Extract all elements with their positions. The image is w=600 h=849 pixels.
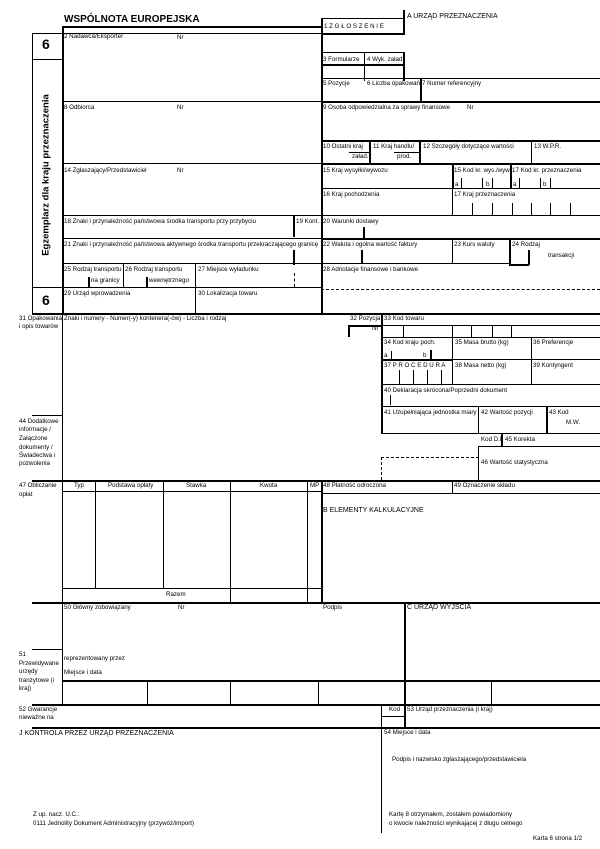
rule	[404, 602, 406, 704]
rule	[361, 250, 363, 264]
field-41-label: 41 Uzupełniająca jednostka miary	[384, 409, 477, 416]
copy8-received-line1: Kartę 8 otrzymałem, zostałem powiadomiony	[389, 811, 513, 818]
field-32-nr: Nr	[372, 325, 379, 332]
field-16-label: 16 Kraj pochodzenia	[323, 191, 380, 198]
rule	[419, 140, 421, 164]
rule	[364, 52, 365, 81]
rule	[531, 203, 532, 215]
rule	[519, 178, 520, 188]
customs-authority-label: Z up. nacz. U.C.:	[33, 811, 80, 818]
section-c-title: C URZĄD WYJŚCIA	[407, 604, 472, 611]
copy8-received-line2: o kwocie należności wynikającej z długu celnego	[389, 820, 523, 827]
mark-a: a	[455, 181, 459, 188]
field-43-label: 43 Kod	[549, 409, 569, 416]
rule	[321, 18, 404, 19]
field-14-nr: Nr	[177, 167, 184, 174]
rule	[32, 649, 62, 650]
field-33-label: 33 Kod towaru	[384, 315, 424, 322]
field-12-label: 12 Szczegóły dotyczące wartości	[423, 143, 514, 150]
rule	[369, 140, 371, 164]
kod-label: Kod	[389, 706, 401, 713]
rule	[123, 263, 124, 288]
rule	[195, 263, 196, 314]
rule	[413, 370, 414, 384]
rule	[381, 433, 600, 434]
field-26-label: 26 Rodzaj transportu	[125, 266, 183, 273]
rule	[32, 33, 62, 34]
field-53-label: 53 Urząd przeznaczenia (i kraj)	[407, 706, 493, 713]
field-10-sub: załad.	[352, 153, 369, 160]
rule	[472, 203, 473, 215]
rule	[452, 480, 453, 494]
rule	[478, 406, 479, 433]
field-4-label: 4 Wyk. załad.	[367, 56, 405, 63]
field-52-label: 52 Gwarancje	[19, 706, 58, 713]
rule	[482, 178, 483, 188]
rule	[452, 188, 453, 215]
rule	[321, 64, 405, 66]
field-9-nr: Nr	[467, 104, 474, 111]
rule	[88, 277, 90, 287]
rule	[321, 493, 600, 494]
rule	[391, 351, 392, 359]
rule	[381, 457, 479, 458]
rule	[512, 203, 513, 215]
razem-label: Razem	[166, 591, 186, 598]
principal-field[interactable]	[64, 613, 402, 653]
field-31-sub: i opis towarów	[19, 323, 59, 330]
field-43-sub: M.W.	[566, 419, 581, 426]
rule	[62, 680, 600, 682]
rule	[492, 325, 493, 337]
field-45-label: 45 Korekta	[505, 436, 535, 443]
rule	[452, 325, 453, 337]
document-name: 0111 Jednolity Dokument Administracyjny (przywóz/import)	[33, 820, 195, 827]
rule	[381, 325, 600, 326]
section-a-title: A URZĄD PRZEZNACZENIA	[407, 13, 498, 20]
field-17a-label: 17 Kod kr. przeznaczenia	[512, 167, 582, 174]
rule	[62, 215, 322, 216]
field-54-label: 54 Miejsce i data	[384, 729, 431, 736]
rule	[570, 203, 571, 215]
field-31-desc: Znaki i numery - Numer(-y) kontenera(-ów) - Liczba i rodzaj	[64, 315, 227, 322]
rule	[478, 446, 600, 447]
mark-b: b	[423, 352, 427, 359]
mark-a: a	[513, 181, 517, 188]
rule	[546, 406, 548, 434]
represented-by-label: reprezentowany przez	[64, 655, 125, 662]
rule	[321, 52, 405, 53]
rule	[32, 704, 600, 706]
rule	[318, 680, 319, 704]
field-23-label: 23 Kurs waluty	[454, 241, 495, 248]
declarant-field[interactable]	[64, 175, 319, 214]
form-title: WSPÓLNOTA EUROPEJSKA	[64, 14, 200, 25]
rule	[146, 277, 148, 287]
field-1-label: 1 Z G Ł O S Z E N I E	[324, 23, 384, 30]
field-11-label: 11 Kraj handlu/	[373, 143, 415, 150]
field-24-sub: transakcji	[548, 252, 575, 259]
col-typ: Typ	[74, 482, 84, 489]
rule	[441, 370, 442, 384]
section-b-title: B ELEMENTY KALKULACYJNE	[323, 507, 424, 514]
field-18-label: 18 Znaki i przynależność państwowa środka transportu przy przybyciu	[64, 218, 256, 225]
rule	[321, 163, 600, 165]
field-15-label: 15 Kraj wysyłki/wywozu	[323, 167, 388, 174]
rule	[478, 446, 479, 480]
field-30-label: 30 Lokalizacja towaru	[198, 290, 258, 297]
rule	[62, 313, 63, 480]
rule	[321, 101, 600, 103]
rule	[321, 289, 600, 290]
field-52-sub: nieważne na	[19, 714, 54, 721]
field-51-line4: tranzytowe (i	[19, 677, 55, 684]
field-22-label: 22 Waluta i ogólna wartość faktury	[323, 241, 418, 248]
rule	[399, 370, 400, 384]
field-29-label: 29 Urząd wprowadzenia	[64, 290, 131, 297]
reference-number-field[interactable]	[423, 88, 598, 100]
tax-calculation-table[interactable]	[64, 498, 306, 587]
declarant-signature-label: Podpis i nazwisko zgłaszającego/przedstawiciela	[392, 756, 527, 763]
copy-number: 6	[42, 36, 50, 52]
rule	[511, 325, 512, 337]
rule	[321, 238, 600, 240]
mark-a: a	[384, 352, 388, 359]
header-rule	[62, 26, 322, 28]
rule	[492, 178, 493, 188]
field-3-label: 3 Formularze	[323, 56, 360, 63]
rule	[321, 188, 600, 189]
place-date-signature-field[interactable]	[384, 740, 598, 800]
mark-b: b	[486, 181, 490, 188]
rule	[390, 395, 391, 405]
field-44-line1: 44 Dodatkowe	[19, 418, 59, 425]
col-stawka: Stawka	[186, 482, 207, 489]
field-39-label: 39 Kontyngent	[533, 362, 573, 369]
rule	[321, 140, 600, 142]
field-13-label: 13 W.P.R.	[534, 143, 562, 150]
consignee-field[interactable]	[64, 112, 319, 162]
col-podstawa: Podstawa opłaty	[108, 482, 154, 489]
rule	[62, 491, 321, 492]
field-9-label: 9 Osoba odpowiedzialna za sprawy finansowe	[323, 104, 450, 111]
vertical-copy-label: Egzemplarz dla kraju przeznaczenia	[40, 94, 52, 256]
field-47-sub: opłat	[19, 491, 33, 498]
field-17-label: 17 Kraj przeznaczenia	[454, 191, 516, 198]
place-date-label: Miejsce i data	[64, 669, 102, 676]
rule	[381, 337, 600, 338]
rule	[492, 203, 493, 215]
kod-di-label: Kod D.I.	[481, 436, 504, 443]
field-19-label: 19 Kont.	[296, 218, 320, 225]
rule	[381, 359, 600, 360]
rule	[471, 325, 472, 337]
field-6-label: 6 Liczba opakowań	[367, 80, 420, 87]
field-35-label: 35 Masa brutto (kg)	[455, 339, 509, 346]
field-14-label: 14 Zgłaszający/Przedstawiciel	[64, 167, 147, 174]
rule	[62, 287, 322, 288]
field-51-line5: kraj)	[19, 685, 32, 692]
rule	[550, 203, 551, 215]
rule	[32, 59, 62, 60]
field-11-sub: prod.	[397, 153, 412, 160]
section-j-title: J KONTROLA PRZEZ URZĄD PRZEZNACZENIA	[19, 730, 174, 737]
rule	[452, 337, 453, 385]
rule	[509, 264, 529, 266]
field-50-label: 50 Główny zobowiązany	[64, 604, 131, 611]
rule	[531, 337, 532, 385]
office-of-departure-field[interactable]	[407, 614, 598, 678]
field-8-label: 8 Odbiorca	[64, 104, 95, 111]
field-2-label: 2 Nadawca/Eksporter	[64, 33, 124, 40]
field-25-sub: na granicy	[91, 277, 120, 284]
field-44-line5: Świadectwa i	[19, 452, 56, 459]
rule	[461, 178, 462, 188]
field-5-label: 5 Pozycje	[323, 80, 350, 87]
field-36-label: 36 Preferencje	[533, 339, 574, 346]
rule	[62, 602, 63, 704]
rule	[62, 163, 322, 164]
col-kwota: Kwota	[260, 482, 278, 489]
rule	[531, 140, 532, 164]
field-32-label: 32 Pozycja	[350, 315, 381, 322]
rule	[509, 238, 511, 265]
field-28-label: 28 Adnotacje finansowe i bankowe	[323, 266, 418, 273]
copy-number-bottom: 6	[42, 292, 50, 308]
field-26-sub: wewnętrznego	[149, 277, 189, 284]
mark-b: b	[543, 181, 547, 188]
field-34-label: 34 Kod kraju poch.	[384, 339, 436, 346]
field-40-label: 40 Deklaracja skrócona/Poprzedni dokument	[384, 387, 508, 394]
rule	[381, 704, 382, 728]
field-49-label: 49 Oznaczenie składu	[454, 482, 515, 489]
field-51-line3: urzędy	[19, 668, 38, 675]
field-42-label: 42 Wartość pozycji	[481, 409, 533, 416]
rule	[62, 588, 321, 589]
field-7-label: 7 Numer referencyjny	[422, 80, 482, 87]
rule	[427, 370, 428, 384]
rule	[381, 359, 383, 373]
rule	[321, 78, 600, 79]
rule	[62, 480, 63, 602]
field-24-label: 24 Rodzaj	[512, 241, 540, 248]
rule	[348, 325, 350, 337]
field-38-label: 38 Masa netto (kg)	[455, 362, 507, 369]
rule	[62, 263, 322, 264]
financial-responsible-field[interactable]	[323, 112, 598, 139]
rule	[381, 716, 405, 717]
rule	[62, 101, 322, 102]
field-46-label: 46 Wartość statystyczna	[481, 459, 548, 466]
field-15a-label: 15 Kod kr. wys./wyw.	[454, 167, 512, 174]
field-37-label: 37 P R O C E D U R A	[384, 362, 446, 369]
rule	[32, 727, 600, 729]
rule	[381, 313, 383, 434]
field-50-nr: Nr	[178, 604, 185, 611]
field-27-label: 27 Miejsce wyładunku	[198, 266, 259, 273]
field-20-label: 20 Warunki dostawy	[323, 218, 379, 225]
rule	[381, 457, 382, 480]
rule	[540, 178, 541, 188]
field-44-line6: pozwolenia	[19, 460, 50, 467]
field-44-line2: informacje /	[19, 426, 51, 433]
consignor-field[interactable]	[64, 42, 319, 100]
page-number: Karta 6 strona 1/2	[533, 835, 583, 842]
rule	[381, 727, 382, 833]
rule	[381, 384, 600, 385]
rule	[403, 325, 404, 337]
rule	[62, 238, 322, 239]
rule	[147, 680, 148, 704]
field-47-label: 47 Obliczanie	[19, 482, 57, 489]
rule	[550, 178, 551, 188]
field-25-label: 25 Rodzaj transportu	[64, 266, 122, 273]
field-2-nr: Nr	[177, 34, 184, 41]
field-10-label: 10 Ostatni kraj	[323, 143, 363, 150]
field-8-nr: Nr	[177, 104, 184, 111]
rule	[230, 680, 231, 704]
rule	[32, 287, 62, 288]
field-31-label: 31 Opakowania	[19, 315, 62, 322]
declaration-field[interactable]	[323, 42, 403, 52]
rule	[321, 263, 509, 264]
accounting-details-field[interactable]	[323, 515, 598, 601]
col-mp: MP	[310, 482, 320, 489]
field-44-line4: dokumenty /	[19, 444, 53, 451]
rule	[321, 33, 405, 35]
field-51-label: 51	[19, 651, 26, 658]
signature-label: Podpis	[323, 604, 342, 611]
rule	[307, 480, 308, 602]
rule	[452, 238, 453, 263]
field-48-label: 48 Płatność odroczona	[323, 482, 386, 489]
rule	[32, 415, 62, 416]
field-51-line2: Przewidywane	[19, 660, 59, 667]
financial-bank-notes-field[interactable]	[323, 296, 598, 312]
rule	[293, 215, 295, 237]
destination-control-field[interactable]	[19, 740, 379, 808]
goods-description-field[interactable]	[64, 325, 346, 479]
field-21-label: 21 Znaki i przynależność państwowa aktywnego środka transportu przekraczającego granicę	[64, 241, 319, 248]
field-44-line3: Załączone	[19, 435, 48, 442]
rule	[381, 406, 600, 407]
rule	[294, 273, 295, 287]
rule	[32, 33, 33, 314]
rule	[528, 250, 530, 265]
rule	[403, 10, 405, 33]
rule	[321, 215, 600, 216]
rule	[491, 680, 492, 704]
